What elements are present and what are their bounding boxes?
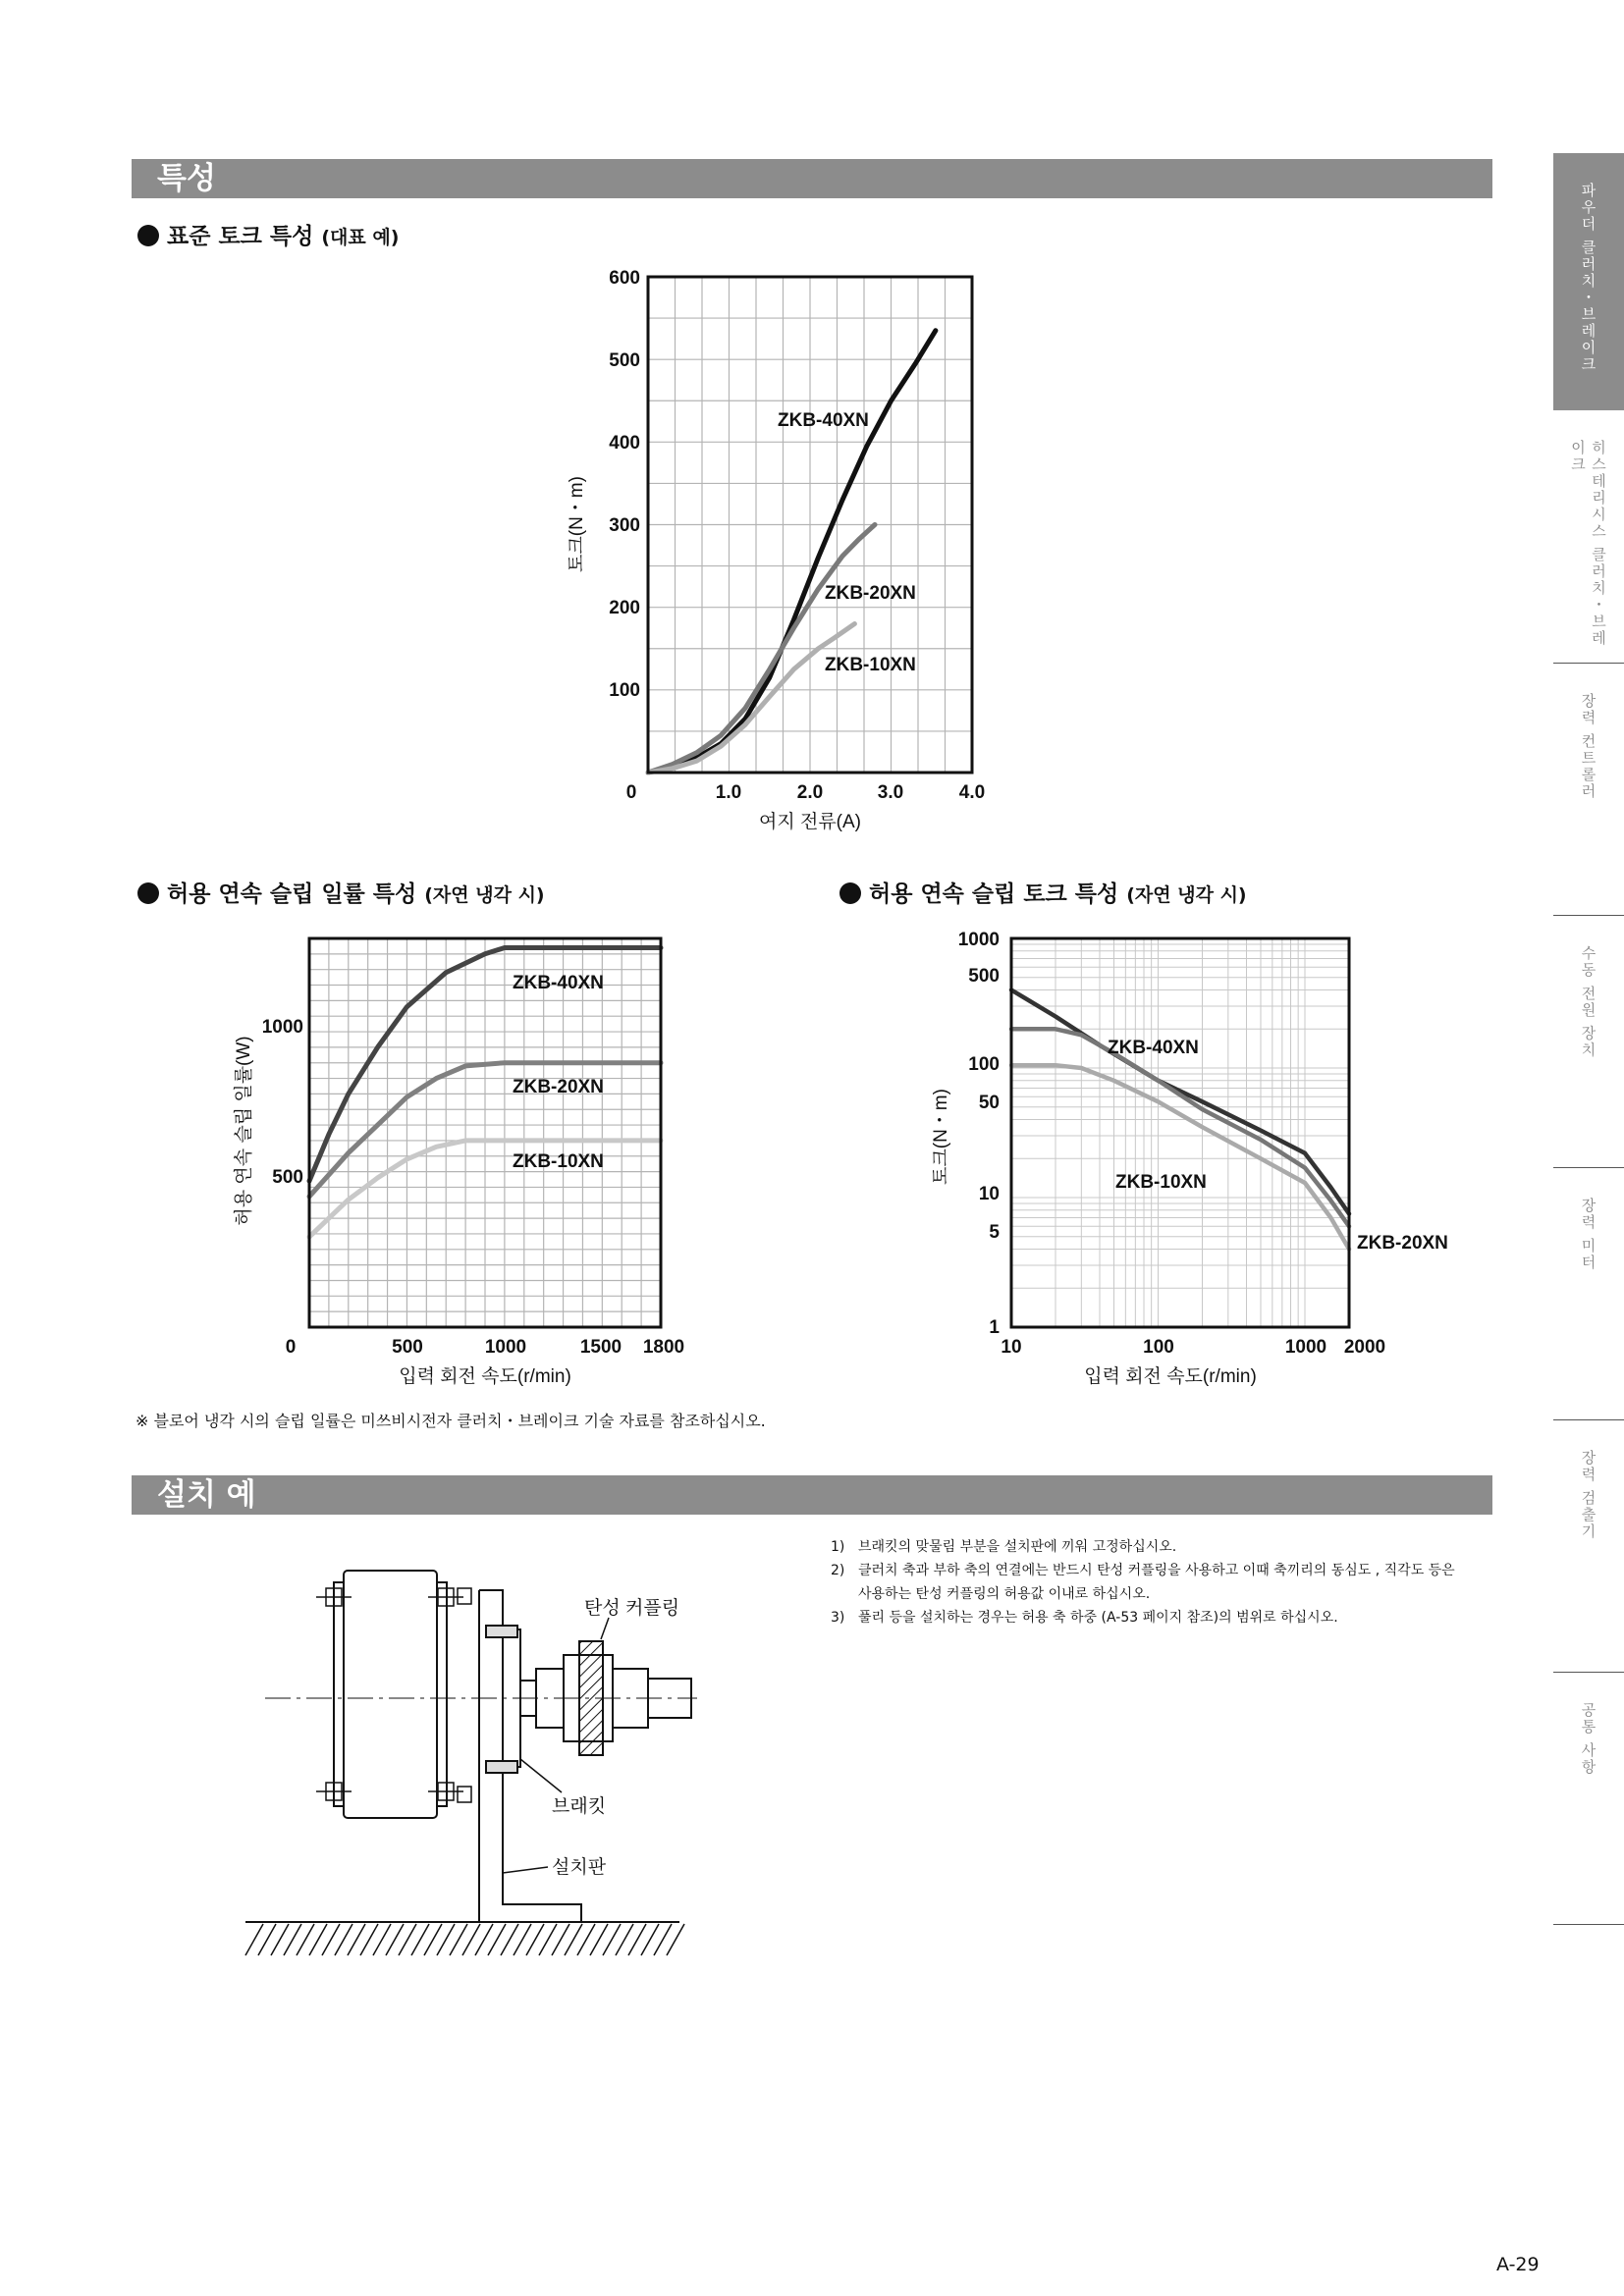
y-tick-600: 600 xyxy=(609,268,640,289)
note-number: 2) xyxy=(831,1563,845,1578)
y-axis-label: 토크(N・m) xyxy=(567,476,587,572)
bracket xyxy=(479,1590,520,1818)
x-tick-0: 0 xyxy=(285,1337,297,1358)
side-tab-label: 파우더 클러치・브레이크 xyxy=(1579,183,1597,373)
installation-diagram xyxy=(236,1531,707,1963)
slip-power-chart-title: 허용 연속 슬립 일률 특성 xyxy=(167,881,417,907)
x-axis-label: 여지 전류(A) xyxy=(758,812,862,832)
x-tick-2000: 2000 xyxy=(1343,1337,1386,1358)
y-tick-100: 100 xyxy=(609,680,640,701)
y-tick-10: 10 xyxy=(978,1184,1000,1204)
y-tick-1000: 1000 xyxy=(261,1017,303,1038)
x-tick-1: 1.0 xyxy=(715,782,742,803)
series-label-zkb-20xn: ZKB-20XN xyxy=(1357,1233,1448,1254)
x-axis-label: 입력 회전 속도(r/min) xyxy=(399,1366,571,1387)
side-tab-powder-clutch[interactable] xyxy=(1553,153,1624,410)
side-tab-label: 수동 전원 장치 xyxy=(1579,945,1597,1059)
series-label-zkb-40xn: ZKB-40XN xyxy=(513,973,604,993)
note-item-continued xyxy=(831,1582,1455,1606)
bullet-icon xyxy=(137,225,159,246)
side-tab-index xyxy=(1553,153,1624,1925)
clutch-body xyxy=(334,1571,447,1818)
series-label-zkb-10xn: ZKB-10XN xyxy=(825,655,916,675)
note-text: 사용하는 탄성 커플링의 허용값 이내로 하십시오. xyxy=(858,1586,1151,1602)
side-tab-label: 장력 컨트롤러 xyxy=(1579,693,1597,800)
x-tick-4: 4.0 xyxy=(958,782,986,803)
y-axis-label: 토크(N・m) xyxy=(931,1089,951,1185)
series-line-zkb-40xn xyxy=(648,331,936,773)
slip-power-chart-note: (자연 냉각 시) xyxy=(424,884,545,906)
x-tick-1800: 1800 xyxy=(642,1337,685,1358)
slip-torque-chart-note: (자연 냉각 시) xyxy=(1126,884,1247,906)
note-number: 3) xyxy=(831,1610,845,1626)
side-tab-tension-controller[interactable] xyxy=(1553,663,1624,915)
slip-torque-chart xyxy=(913,923,1483,1394)
x-tick-0: 0 xyxy=(625,782,637,803)
side-tab-manual-power[interactable] xyxy=(1553,915,1624,1167)
side-tab-label: 히스테리시스 클러치・브레이크 xyxy=(1569,440,1607,647)
y-tick-400: 400 xyxy=(609,433,640,454)
y-tick-100: 100 xyxy=(968,1054,1000,1075)
y-tick-500: 500 xyxy=(272,1167,303,1188)
series-label-zkb-10xn: ZKB-10XN xyxy=(513,1151,604,1172)
x-tick-2: 2.0 xyxy=(796,782,824,803)
y-tick-500: 500 xyxy=(609,350,640,371)
torque-chart-title: 표준 토크 특성 xyxy=(167,224,314,249)
x-tick-100: 100 xyxy=(1143,1337,1174,1358)
series-label-zkb-20xn: ZKB-20XN xyxy=(513,1077,604,1097)
y-tick-500: 500 xyxy=(968,966,1000,987)
torque-chart xyxy=(530,257,1001,846)
slip-torque-chart-heading xyxy=(839,876,1247,908)
note-text: 클러치 축과 부하 축의 연결에는 반드시 탄성 커플링을 사용하고 이때 축끼리의 동심도 , 직각도 등은 xyxy=(858,1563,1455,1578)
slip-power-chart-heading xyxy=(137,876,545,908)
plate-leader xyxy=(503,1867,548,1873)
series-label-zkb-10xn: ZKB-10XN xyxy=(1115,1172,1207,1193)
coupling-leader xyxy=(601,1618,609,1639)
torque-chart-heading xyxy=(137,218,399,250)
y-tick-300: 300 xyxy=(609,515,640,536)
x-tick-500: 500 xyxy=(392,1337,423,1358)
side-tab-tension-meter[interactable] xyxy=(1553,1167,1624,1419)
footnote: ※ 블로어 냉각 시의 슬립 일률은 미쓰비시전자 클러치・브레이크 기술 자료를 참조하십시오. xyxy=(135,1412,766,1430)
section-header-installation: 설치 예 xyxy=(132,1475,1492,1515)
note-text: 브래킷의 맞물림 부분을 설치판에 끼워 고정하십시오. xyxy=(858,1539,1177,1555)
series-label-zkb-40xn: ZKB-40XN xyxy=(778,410,869,431)
bracket-leader xyxy=(520,1759,562,1792)
y-axis-label: 허용 연속 슬립 일률(W) xyxy=(234,1036,254,1226)
bolt-icons xyxy=(316,1588,471,1802)
note-number: 1) xyxy=(831,1539,845,1555)
side-tab-label: 공통 사항 xyxy=(1579,1702,1597,1776)
side-tab-tension-detector[interactable] xyxy=(1553,1419,1624,1672)
y-tick-1000: 1000 xyxy=(957,930,1000,950)
side-tab-hysteresis[interactable] xyxy=(1553,410,1624,663)
bracket-label: 브래킷 xyxy=(552,1796,607,1817)
x-tick-1000: 1000 xyxy=(1284,1337,1327,1358)
ground-hatching xyxy=(245,1922,684,1955)
y-tick-200: 200 xyxy=(609,598,640,618)
note-item xyxy=(831,1559,1455,1582)
note-item xyxy=(831,1606,1455,1629)
x-tick-1000: 1000 xyxy=(484,1337,527,1358)
page-number: A-29 xyxy=(1496,2254,1540,2275)
x-tick-3: 3.0 xyxy=(877,782,904,803)
x-tick-1500: 1500 xyxy=(579,1337,623,1358)
series-label-zkb-40xn: ZKB-40XN xyxy=(1108,1038,1199,1058)
y-tick-5: 5 xyxy=(989,1222,1000,1243)
slip-power-chart xyxy=(226,923,717,1394)
section-header-characteristics: 특성 xyxy=(132,159,1492,198)
note-text: 풀리 등을 설치하는 경우는 허용 축 하중 (A-53 페이지 참조)의 범위로 하십시오. xyxy=(858,1610,1338,1626)
coupling-label: 탄성 커플링 xyxy=(584,1598,680,1619)
side-tab-common[interactable] xyxy=(1553,1672,1624,1924)
installation-notes xyxy=(831,1535,1455,1629)
plate-label: 설치판 xyxy=(552,1857,607,1878)
x-axis-label: 입력 회전 속도(r/min) xyxy=(1084,1366,1257,1387)
side-tab-label: 장력 검출기 xyxy=(1579,1450,1597,1540)
series-label-zkb-20xn: ZKB-20XN xyxy=(825,583,916,604)
y-tick-1: 1 xyxy=(989,1317,1000,1338)
note-item xyxy=(831,1535,1455,1559)
y-tick-50: 50 xyxy=(978,1093,1000,1113)
bullet-icon xyxy=(839,882,861,904)
torque-chart-note: (대표 예) xyxy=(321,227,400,248)
bullet-icon xyxy=(137,882,159,904)
slip-torque-chart-title: 허용 연속 슬립 토크 특성 xyxy=(869,881,1119,907)
x-tick-10: 10 xyxy=(1001,1337,1022,1358)
side-tab-label: 장력 미터 xyxy=(1579,1198,1597,1271)
